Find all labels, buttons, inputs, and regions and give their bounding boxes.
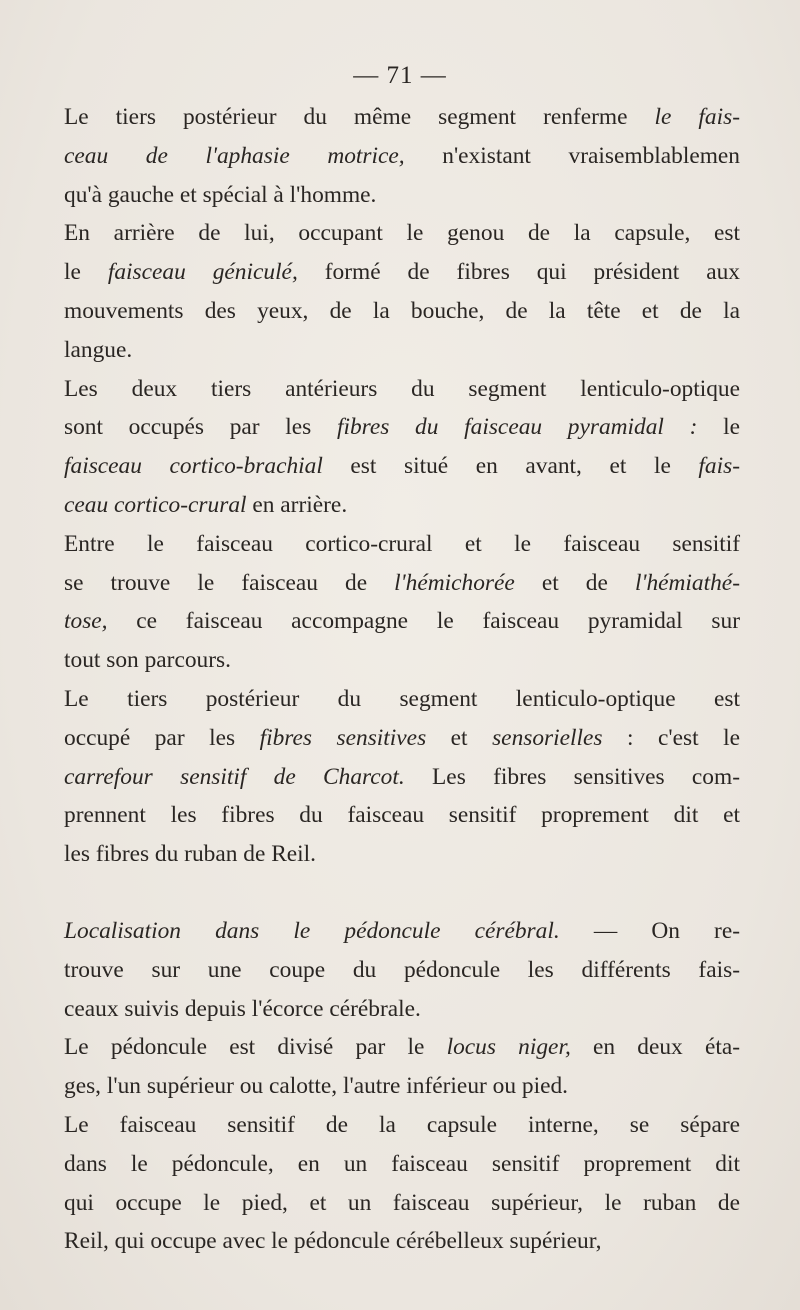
- text-line: qui occupe le pied, et un faisceau supérieur, le ruban de: [64, 1189, 740, 1216]
- text-line: prennent les fibres du faisceau sensitif proprement dit et: [64, 802, 740, 829]
- text-line: qu'à gauche et spécial à l'homme.: [64, 181, 377, 208]
- italic-term: l'hémiathé-: [634, 569, 740, 596]
- paragraph: [64, 680, 740, 874]
- text-line: Le faisceau sensitif de la capsule interne, se sépare: [64, 1111, 740, 1138]
- italic-term: ceau de l'aphasie motrice,: [64, 142, 405, 169]
- italic-term: fibres du faisceau pyramidal :: [336, 414, 698, 441]
- paragraph: [64, 1028, 740, 1106]
- text-line: trouve sur une coupe du pédoncule les différents fais-: [64, 956, 740, 983]
- text-line: ceau de l'aphasie motrice, n'existant vraisemblablemen: [64, 142, 740, 169]
- text-line: ceau cortico-crural en arrière.: [64, 491, 348, 518]
- paragraph: [64, 214, 740, 369]
- italic-term: carrefour sensitif de Charcot.: [64, 763, 405, 790]
- italic-term: fais-: [698, 453, 740, 480]
- italic-term: le fais-: [654, 104, 740, 130]
- text-line: langue.: [64, 336, 133, 363]
- italic-term: sensorielles: [492, 724, 603, 751]
- paragraph: [64, 1106, 740, 1261]
- text-line: Entre le faisceau cortico-crural et le faisceau sensitif: [64, 530, 740, 557]
- text-line: Le pédoncule est divisé par le locus niger, en deux éta-: [64, 1034, 740, 1061]
- text-line: occupé par les fibres sensitives et sensorielles : c'est le: [64, 724, 741, 751]
- page-number: — 71 —: [353, 62, 447, 89]
- italic-term: l'hémichorée: [394, 569, 515, 596]
- paragraph: [64, 370, 740, 525]
- italic-term: locus niger,: [446, 1034, 571, 1061]
- text-line: ges, l'un supérieur ou calotte, l'autre inférieur ou pied.: [64, 1073, 569, 1100]
- text-line: mouvements des yeux, de la bouche, de la tête et de la: [64, 297, 740, 324]
- paragraph: [64, 525, 740, 680]
- section-gap: [64, 874, 740, 912]
- text-line: En arrière de lui, occupant le genou de la capsule, est: [64, 220, 740, 247]
- text-line: Localisation dans le pédoncule cérébral. — On re-: [64, 917, 741, 944]
- italic-term: Localisation dans le pédoncule cérébral.: [64, 917, 560, 944]
- text-line: Les deux tiers antérieurs du segment lenticulo-optique: [64, 375, 740, 402]
- text-line: faisceau cortico-brachial est situé en avant, et le fais-: [64, 453, 740, 480]
- italic-term: faisceau cortico-brachial: [64, 453, 323, 480]
- text-line: le faisceau géniculé, formé de fibres qui président aux: [64, 259, 741, 286]
- text-line: tose, ce faisceau accompagne le faisceau pyramidal sur: [64, 608, 740, 635]
- text-line: se trouve le faisceau de l'hémichorée et de l'hémiathé-: [64, 569, 740, 596]
- text-line: ceaux suivis depuis l'écorce cérébrale.: [64, 995, 421, 1022]
- italic-term: fibres sensitives: [259, 724, 427, 751]
- italic-term: ceau cortico-crural: [64, 491, 247, 518]
- text-line: sont occupés par les fibres du faisceau pyramidal : le: [64, 414, 740, 441]
- text-line: carrefour sensitif de Charcot. Les fibres sensitives com-: [64, 763, 740, 790]
- paragraph: [64, 98, 740, 214]
- text-line: tout son parcours.: [64, 647, 231, 674]
- body-text: [64, 98, 740, 1261]
- italic-term: faisceau géniculé,: [107, 259, 298, 286]
- paragraph: [64, 912, 740, 1028]
- text-line: Le tiers postérieur du segment lenticulo-optique est: [64, 685, 740, 712]
- text-line: Reil, qui occupe avec le pédoncule cérébelleux supérieur,: [64, 1228, 602, 1255]
- text-line: les fibres du ruban de Reil.: [64, 841, 317, 868]
- text-line: dans le pédoncule, en un faisceau sensitif proprement dit: [64, 1150, 740, 1177]
- text-line: Le tiers postérieur du même segment renferme le fais-: [64, 104, 740, 130]
- italic-term: tose,: [64, 608, 108, 635]
